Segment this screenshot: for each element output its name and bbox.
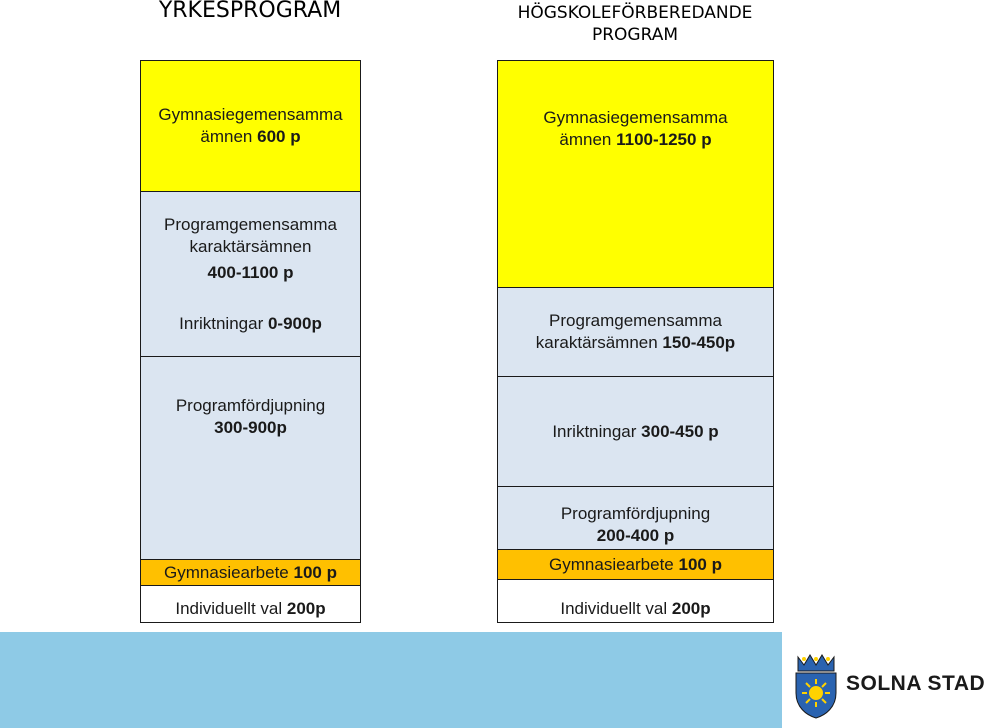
box-line: Individuellt val 200p	[560, 599, 711, 618]
box-line: Inriktningar 300-450 p	[552, 421, 719, 441]
left-inriktningar-box	[140, 292, 361, 357]
points: 300-450 p	[641, 421, 719, 441]
box-line: ämnen 600 p	[200, 127, 301, 146]
box-line: Gymnasiegemensamma	[543, 108, 728, 127]
hogskoleforberedande-title	[497, 2, 773, 46]
box-line: Programgemensamma	[549, 311, 722, 330]
box-line: Programgemensamma	[164, 215, 337, 234]
points: 600 p	[257, 127, 301, 146]
right-gymnasiearbete-box	[497, 549, 774, 580]
points: 150-450p	[662, 333, 736, 352]
points: 200-400 p	[596, 526, 675, 545]
left-programfordjupning-box	[140, 356, 361, 560]
points: 100 p	[678, 554, 722, 574]
title-line-1: HÖGSKOLEFÖRBEREDANDE	[517, 3, 753, 23]
left-individuellt-val-box	[140, 585, 361, 623]
left-gymnasiegemensamma-box	[140, 60, 361, 192]
title-line-2: PROGRAM	[591, 25, 679, 45]
box-line: Gymnasiearbete 100 p	[164, 562, 337, 582]
yrkesprogram-title: YRKESPROGRAM	[158, 0, 342, 23]
solna-stad-logo-text: SOLNA STAD	[846, 672, 985, 695]
points: 300-900p	[214, 418, 287, 437]
right-programgemensamma-box	[497, 287, 774, 377]
box-line: ämnen 1100-1250 p	[559, 130, 712, 149]
right-individuellt-val-box	[497, 579, 774, 623]
points: 200p	[671, 599, 711, 618]
box-line: karaktärsämnen 150-450p	[535, 333, 736, 352]
points: 100 p	[293, 562, 337, 582]
box-line: karaktärsämnen	[189, 237, 312, 256]
left-gymnasiearbete-box	[140, 559, 361, 586]
box-line: Programfördjupning	[560, 504, 711, 523]
points: 200p	[286, 599, 326, 618]
left-programgemensamma-box	[140, 191, 361, 293]
box-line: Gymnasiegemensamma	[158, 105, 343, 124]
box-line: Gymnasiearbete 100 p	[549, 554, 722, 574]
points: 1100-1250 p	[616, 130, 712, 149]
right-programfordjupning-box	[497, 486, 774, 550]
points: 0-900p	[267, 314, 322, 333]
box-line: Inriktningar 0-900p	[179, 314, 322, 333]
box-line: Programfördjupning	[175, 396, 326, 415]
box-line: Individuellt val 200p	[175, 599, 326, 618]
right-gymnasiegemensamma-box	[497, 60, 774, 288]
points: 400-1100 p	[207, 263, 294, 282]
right-inriktningar-box	[497, 376, 774, 487]
solna-crest-icon	[792, 651, 840, 719]
